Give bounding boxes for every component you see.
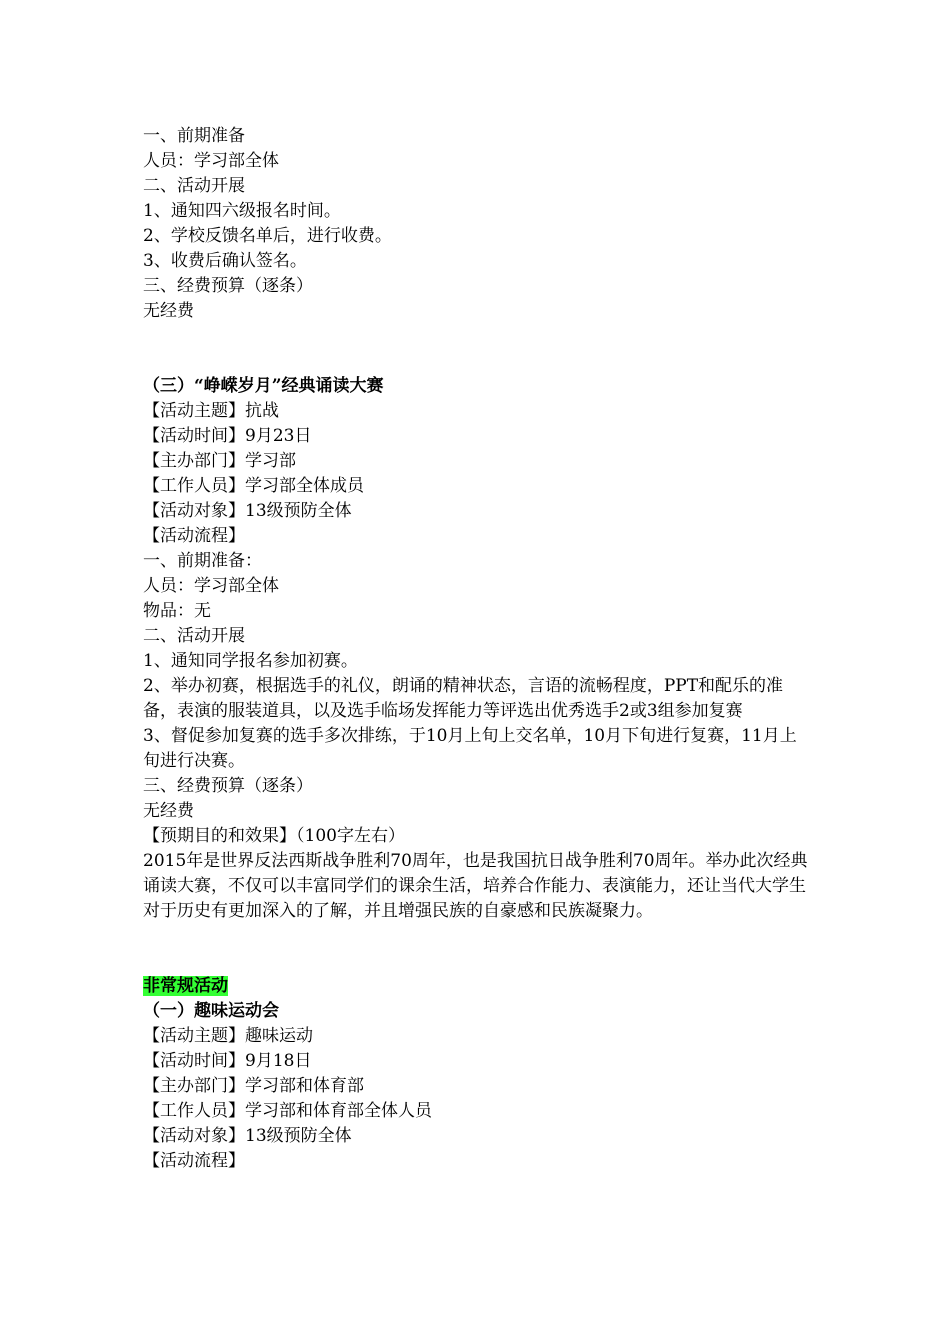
text-paragraph: 2015年是世界反法西斯战争胜利70周年，也是我国抗日战争胜利70周年。举办此次经典诵读大赛，不仅可以丰富同学们的课余生活，培养合作能力、表演能力，还让当代大学生对于历史有更加深入的了解，并且增强民族的自豪感和民族凝聚力。 [143,851,808,921]
text-line: 1、通知四六级报名时间。 [143,201,341,221]
blank-line [143,349,811,374]
info-line: 【活动主题】趣味运动 [143,1026,313,1046]
info-line: 【活动对象】13级预防全体 [143,501,352,521]
highlighted-heading: 非常规活动 [143,976,228,996]
text-line: 人员：学习部全体 [143,151,279,171]
text-line: 二、活动开展 [143,176,245,196]
info-line: 【活动流程】 [143,1151,245,1171]
section-heading: （一）趣味运动会 [143,1001,279,1021]
blank-line [143,924,811,949]
section-exam-registration [143,124,811,324]
info-line: 【活动对象】13级预防全体 [143,1126,352,1146]
text-line: 无经费 [143,801,194,821]
text-line: 二、活动开展 [143,626,245,646]
text-line: 物品：无 [143,601,211,621]
info-line: 【活动主题】抗战 [143,401,279,421]
text-line: 1、通知同学报名参加初赛。 [143,651,358,671]
info-line: 【活动流程】 [143,526,245,546]
info-line: 【主办部门】学习部和体育部 [143,1076,364,1096]
info-line: 【工作人员】学习部和体育部全体人员 [143,1101,432,1121]
document-page [143,124,811,1174]
blank-line [143,324,811,349]
section-recitation-contest [143,374,811,924]
section-fun-sports [143,974,811,1174]
info-line: 【主办部门】学习部 [143,451,296,471]
text-paragraph: 3、督促参加复赛的选手多次排练，于10月上旬上交名单，10月下旬进行复赛，11月上旬进行决赛。 [143,726,797,771]
text-line: 一、前期准备 [143,126,245,146]
info-line: 【工作人员】学习部全体成员 [143,476,364,496]
text-paragraph: 2、举办初赛，根据选手的礼仪，朗诵的精神状态，言语的流畅程度，PPT和配乐的准备，表演的服装道具，以及选手临场发挥能力等评选出优秀选手2或3组参加复赛 [143,676,784,721]
text-line: 三、经费预算（逐条） [143,276,313,296]
text-line: 【预期目的和效果】（100字左右） [143,826,405,846]
text-line: 无经费 [143,301,194,321]
blank-line [143,949,811,974]
text-line: 2、学校反馈名单后，进行收费。 [143,226,392,246]
info-line: 【活动时间】9月23日 [143,426,312,446]
info-line: 【活动时间】9月18日 [143,1051,312,1071]
highlight-heading-line [143,974,811,999]
text-line: 人员：学习部全体 [143,576,279,596]
section-heading: （三）“峥嵘岁月”经典诵读大赛 [143,376,384,396]
text-line: 3、收费后确认签名。 [143,251,307,271]
text-line: 三、经费预算（逐条） [143,776,313,796]
text-line: 一、前期准备： [143,551,262,571]
